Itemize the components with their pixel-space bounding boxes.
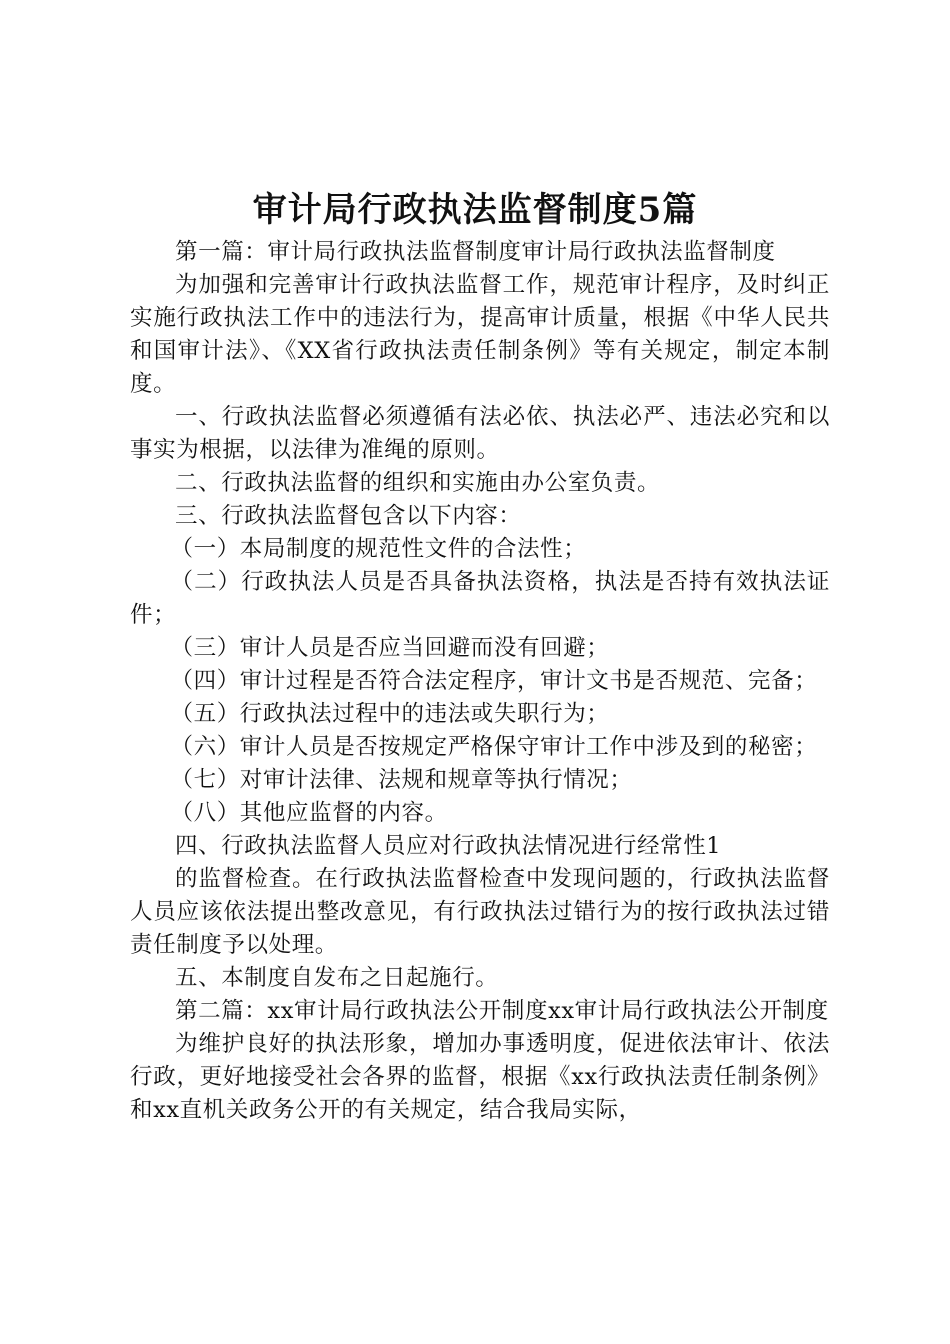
paragraph-item-2: （二）行政执法人员是否具备执法资格，执法是否持有效执法证件； (130, 569, 830, 628)
paragraph-item-6: （六）审计人员是否按规定严格保守审计工作中涉及到的秘密； (170, 734, 818, 760)
paragraph-preamble: 为加强和完善审计行政执法监督工作，规范审计程序，及时纠正实施行政执法工作中的违法行为，提高审计质量，根据《中华人民共和国审计法》、《XX省行政执法责任制条例》等有关规定，制定本制度。 (130, 272, 830, 397)
paragraph-item-3: （三）审计人员是否应当回避而没有回避； (170, 635, 610, 661)
paragraph-item-5: （五）行政执法过程中的违法或失职行为； (170, 701, 610, 727)
paragraph-article-3: 三、行政执法监督包含以下内容： (175, 503, 522, 529)
paragraph-part2-preamble: 为维护良好的执法形象，增加办事透明度，促进依法审计、依法行政，更好地接受社会各界的监督，根据《xx行政执法责任制条例》和xx直机关政务公开的有关规定，结合我局实际， (130, 1031, 830, 1123)
paragraph-article-2: 二、行政执法监督的组织和实施由办公室负责。 (175, 470, 661, 496)
paragraph-item-4: （四）审计过程是否符合法定程序，审计文书是否规范、完备； (170, 668, 818, 694)
paragraph-part2-heading: 第二篇：xx审计局行政执法公开制度xx审计局行政执法公开制度 (175, 998, 829, 1024)
paragraph-item-8: （八）其他应监督的内容。 (170, 800, 448, 826)
paragraph-article-5: 五、本制度自发布之日起施行。 (175, 965, 499, 991)
paragraph-article-4: 四、行政执法监督人员应对行政执法情况进行经常性1 (175, 833, 722, 859)
paragraph-item-1: （一）本局制度的规范性文件的合法性； (170, 536, 587, 562)
paragraph-article-4-continued: 的监督检查。在行政执法监督检查中发现问题的，行政执法监督人员应该依法提出整改意见，有行政执法过错行为的按行政执法过错责任制度予以处理。 (130, 866, 830, 958)
paragraph-article-1: 一、行政执法监督必须遵循有法必依、执法必严、违法必究和以事实为根据，以法律为准绳的原则。 (130, 404, 830, 463)
document-body (130, 236, 830, 1127)
paragraph-item-7: （七）对审计法律、法规和规章等执行情况； (170, 767, 633, 793)
paragraph-part1-heading: 第一篇：审计局行政执法监督制度审计局行政执法监督制度 (175, 239, 776, 265)
document-title: 审计局行政执法监督制度5篇 (252, 190, 698, 230)
